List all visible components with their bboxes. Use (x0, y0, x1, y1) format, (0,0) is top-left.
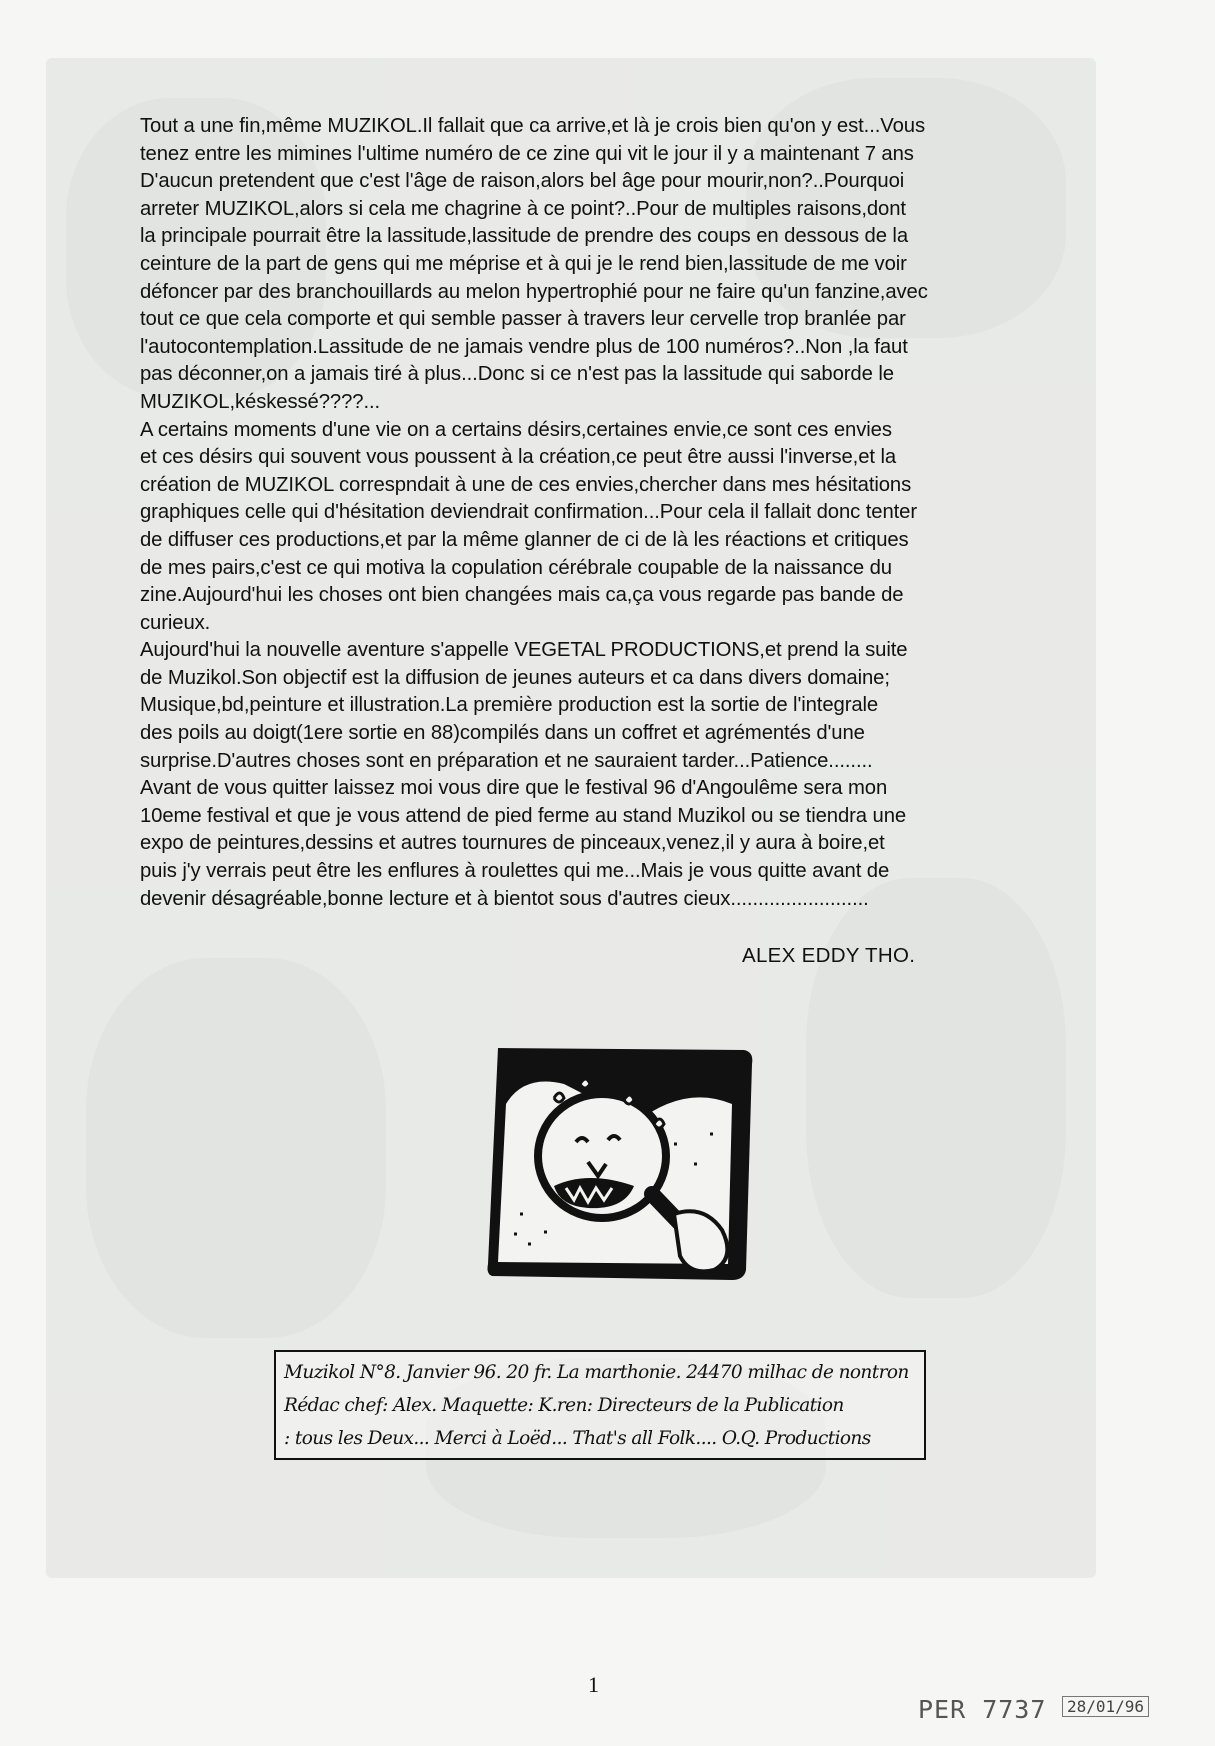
letter-line: tenez entre les mimines l'ultime numéro de ce zine qui vit le jour il y a maintenant 7 ans (140, 142, 914, 165)
cartoon-illustration (484, 1044, 762, 1288)
letter-line: l'autocontemplation.Lassitude de ne jamais vendre plus de 100 numéros?..Non ,la faut (140, 335, 908, 358)
background-shape (86, 958, 386, 1338)
colophon-line: : tous les Deux... Merci à Loëd... That's all Folk.... O.Q. Productions (284, 1428, 871, 1449)
letter-line: création de MUZIKOL correspndait à une de ces envies,chercher dans mes hésitations (140, 473, 912, 496)
letter-line: tout ce que cela comporte et qui semble passer à travers leur cervelle trop branlée par (140, 308, 906, 331)
letter-line: de Muzikol.Son objectif est la diffusion de jeunes auteurs et ca dans divers domaine; (140, 666, 890, 689)
letter-line: des poils au doigt(1ere sortie en 88)compilés dans un coffret et agrémentés d'une (140, 722, 865, 745)
letter-line: MUZIKOL,késkessé????... (140, 390, 381, 413)
letter-line: et ces désirs qui souvent vous poussent à la création,ce peut être aussi l'inverse,et la (140, 446, 897, 469)
letter-line: Aujourd'hui la nouvelle aventure s'appelle VEGETAL PRODUCTIONS,et prend la suite (140, 639, 908, 662)
letter-line: devenir désagréable,bonne lecture et à bientot sous d'autres cieux......................... (140, 887, 869, 910)
page-number: 1 (588, 1672, 599, 1697)
letter-line: puis j'y verrais peut être les enflures à roulettes qui me...Mais je vous quitte avant de (140, 860, 890, 883)
letter-line: Tout a une fin,même MUZIKOL.Il fallait que ca arrive,et là je crois bien qu'on y est...Vous (140, 115, 925, 137)
archive-stamp: PER 7737 (918, 1695, 1047, 1724)
colophon-line: Muzikol N°8. Janvier 96. 20 fr. La marthonie. 24470 milhac de nontron (284, 1362, 909, 1383)
letter-line: D'aucun pretendent que c'est l'âge de raison,alors bel âge pour mourir,non?..Pourquoi (140, 170, 905, 193)
letter-line: expo de peintures,dessins et autres tournures de pinceaux,venez,il y aura à boire,et (140, 832, 885, 855)
letter-line: arreter MUZIKOL,alors si cela me chagrine à ce point?..Pour de multiples raisons,dont (140, 197, 906, 220)
letter-line: Avant de vous quitter laissez moi vous dire que le festival 96 d'Angoulême sera mon (140, 777, 888, 800)
background-shape (806, 878, 1066, 1298)
letter-line: défoncer par des branchouillards au melon hypertrophié pour ne faire qu'un fanzine,avec (140, 280, 928, 303)
colophon-line: Rédac chef: Alex. Maquette: K.ren: Directeurs de la Publication (284, 1395, 844, 1416)
letter-line: de mes pairs,c'est ce qui motiva la copulation cérébrale coupable de la naissance du (140, 556, 892, 579)
letter-line: 10eme festival et que je vous attend de pied ferme au stand Muzikol ou se tiendra une (140, 804, 907, 827)
letter-line: ceinture de la part de gens qui me méprise et à qui je le rend bien,lassitude de me voir (140, 252, 907, 275)
letter-line: curieux. (140, 611, 211, 634)
letter-line: pas déconner,on a jamais tiré à plus...Donc si ce n'est pas la lassitude qui saborde le (140, 363, 894, 386)
letter-line: surprise.D'autres choses sont en préparation et ne sauraient tarder...Patience........ (140, 749, 873, 772)
letter-line: de diffuser ces productions,et par la même glanner de ci de là les réactions et critiques (140, 528, 909, 551)
colophon-box (274, 1350, 926, 1460)
letter-line: A certains moments d'une vie on a certains désirs,certaines envie,ce sont ces envies (140, 418, 892, 441)
signature: ALEX EDDY THO. (742, 944, 916, 967)
editorial-letter (140, 113, 1130, 913)
letter-line: Musique,bd,peinture et illustration.La première production est la sortie de l'integrale (140, 694, 879, 717)
letter-line: graphiques celle qui d'hésitation deviendrait confirmation...Pour cela il fallait donc tenter (140, 501, 917, 524)
letter-line: la principale pourrait être la lassitude,lassitude de prendre des coups en dessous de la (140, 225, 908, 248)
archive-date: 28/01/96 (1062, 1696, 1149, 1717)
letter-line: zine.Aujourd'hui les choses ont bien changées mais ca,ça vous regarde pas bande de (140, 584, 904, 607)
